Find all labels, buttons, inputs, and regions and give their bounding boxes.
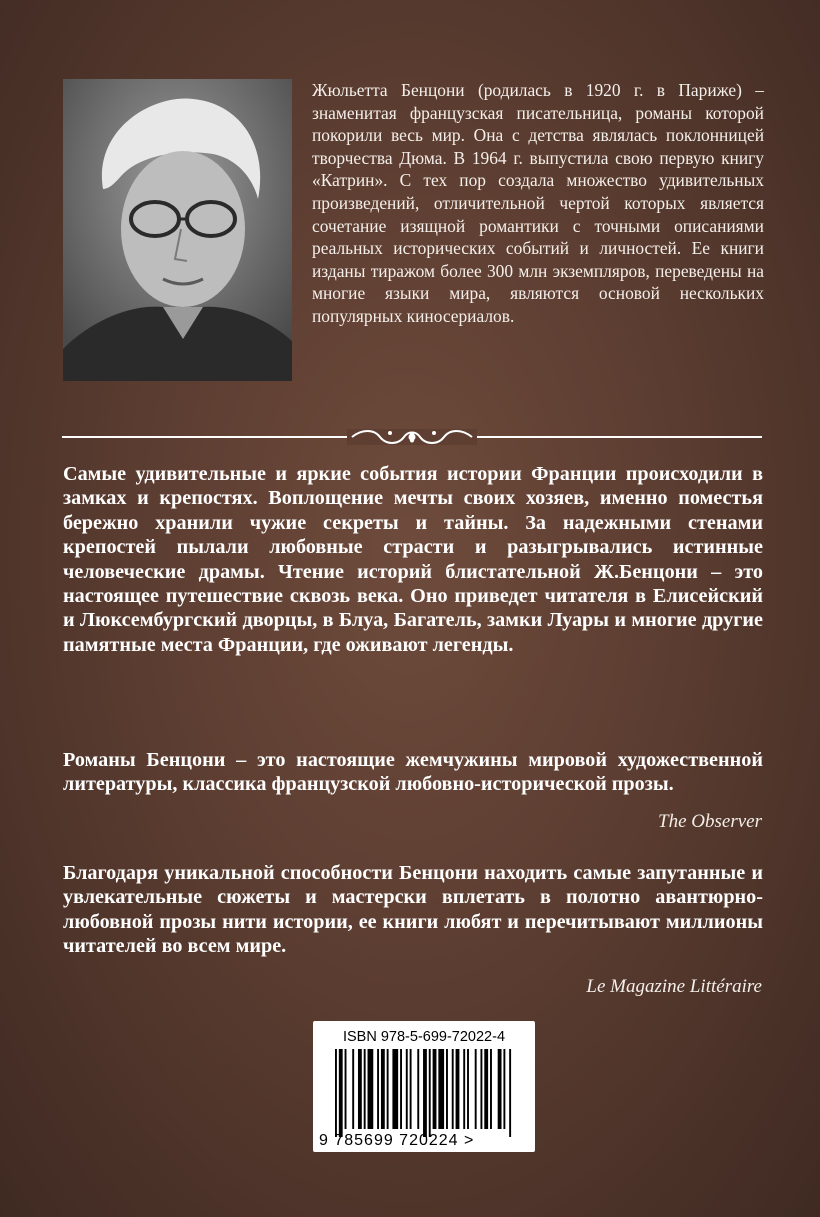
description-paragraph: Самые удивительные и яркие события истории Франции происходили в замках и крепостях. Воплощение мечты своих хозяев, именно поместья бережно хранили чужие секреты и тайны. За надежными стенами крепостей пылали любовные страсти и разыгрывались истинные человеческие драмы. Чтение историй блистательной Ж.Бенцони – это настоящее путешествие сквозь века. Оно приведет читателя в Елисейский и Люксембургский дворцы, в Блуа, Багатель, замки Луары и многие другие памятные места Франции, где оживают легенды. [63, 463, 763, 656]
barcode-bar [490, 1049, 492, 1129]
quote-observer: Романы Бенцони – это настоящие жемчужины мировой художественной литературы, классика французской любовно-исторической прозы. [63, 749, 763, 796]
author-photo [63, 79, 292, 381]
barcode-bar [509, 1049, 511, 1137]
barcode-bar [345, 1049, 347, 1129]
barcode-bar [410, 1049, 412, 1129]
barcode-bar [446, 1049, 448, 1129]
barcode-bar [503, 1049, 505, 1129]
barcode-bar [438, 1049, 444, 1129]
barcode-bar [429, 1049, 431, 1137]
barcode-bar [467, 1049, 469, 1129]
barcode-bar [387, 1049, 389, 1129]
barcode-bar [463, 1049, 465, 1129]
barcode-bar [335, 1049, 337, 1137]
barcode-digits: 9 785699 720224 > [319, 1132, 475, 1149]
barcode-bar [433, 1049, 437, 1129]
barcode-bar [480, 1049, 482, 1129]
barcode-bar [456, 1049, 460, 1129]
barcode-bar [381, 1049, 385, 1129]
barcode-bars [335, 1049, 513, 1137]
ornamental-divider [62, 425, 762, 449]
isbn-label: ISBN 978-5-699-72022-4 [342, 1029, 506, 1045]
barcode-bar [352, 1049, 354, 1129]
barcode-bar [377, 1049, 379, 1129]
quote-magazine: Благодаря уникальной способности Бенцони находить самые запутанные и увлекательные сюжеты и мастерски вплетать в полотно авантюрно-любовной прозы нити истории, ее книги любят и перечитывают миллионы читателей во всем мире. [63, 862, 763, 958]
barcode-bar [417, 1049, 419, 1129]
barcode-bar [358, 1049, 362, 1129]
barcode-bar [406, 1049, 408, 1129]
barcode-bar [452, 1049, 454, 1129]
barcode-bar [392, 1049, 398, 1129]
quote-magazine-source: Le Magazine Littéraire [586, 976, 762, 997]
barcode-bar [400, 1049, 402, 1129]
barcode-bar [423, 1049, 427, 1137]
isbn-barcode [313, 1021, 535, 1152]
author-bio: Жюльетта Бенцони (родилась в 1920 г. в Париже) – знаменитая французская писательница, романы которой покорили весь мир. Она с детства являлась поклонницей творчества Дюма. В 1964 г. выпустила свою первую книгу «Катрин». С тех пор создала множество удивительных произведений, отличительной чертой которых является сочетание изящной романтики с точными описаниями реальных исторических событий и личностей. Ее книги изданы тиражом более 300 млн экземпляров, переведены на многие языки мира, являются основой нескольких популярных киносериалов. [312, 80, 764, 326]
author-portrait-image [63, 79, 292, 381]
barcode-bar [339, 1049, 343, 1137]
barcode-bar [475, 1049, 477, 1129]
barcode-bar [364, 1049, 366, 1129]
barcode-bar [484, 1049, 488, 1129]
quote-observer-source: The Observer [658, 811, 762, 832]
barcode-bar [498, 1049, 502, 1129]
barcode-bar [368, 1049, 374, 1129]
